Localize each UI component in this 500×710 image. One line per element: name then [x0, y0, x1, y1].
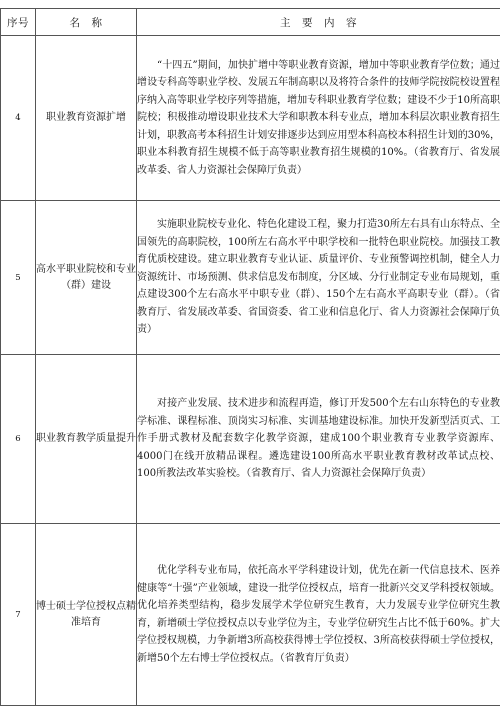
row-serial-number: 4: [1, 36, 36, 201]
row-content-text: “十四五”期间，加快扩增中等职业教育资源，增加中等职业教育学位数；通过增设专科高等职业学校、发展五年制高职以及将符合条件的技师学院按院校设置程序纳入高等职业学校序列等措施，增加专科职业教育学位数；建设不少于10所高职院校；积极推动增设职业技术大学和职教本科专业点，增加本科层次职业教育招生计划，职教高考本科招生计划安排逐步达到应用型本科高校本科招生计划的30%，职业本科教育招生规模不低于高等职业教育招生规模的10%。（省教育厅、省发展改革委、省人力资源社会保障厅负责）: [137, 59, 500, 176]
row-serial-number: 5: [1, 201, 36, 355]
table-header-row: [1, 9, 500, 36]
row-name: 博士硕士学位授权点精准培育: [36, 524, 137, 706]
header-serial-number: 序号: [1, 9, 36, 36]
row-content-cell: [137, 36, 500, 201]
table-row: [1, 201, 500, 355]
row-name: 职业教育资源扩增: [36, 36, 137, 201]
header-name: 名 称: [36, 9, 137, 36]
row-content-text: 对接产业发展、技术进步和流程再造，修订开发500个左右山东特色的专业教学标准、课程标准、顶岗实习标准、实训基地建设标准。加快开发新型活页式、工作手册式教材及配套数字化教学资源，建成100个职业教育专业教学资源库、4000门在线开放精品课程。遴选建设100所高水平职业教育教材改革试点校、100所教法改革实验校。（省教育厅、省人力资源社会保障厅负责）: [137, 398, 500, 480]
table-row: [1, 355, 500, 524]
row-serial-number: 7: [1, 524, 36, 706]
header-main-content: 主 要 内 容: [137, 9, 500, 36]
row-content-cell: [137, 524, 500, 706]
table-row: [1, 524, 500, 706]
row-content-cell: [137, 355, 500, 524]
row-name: 高水平职业院校和专业（群）建设: [36, 201, 137, 355]
row-name: 职业教育教学质量提升: [36, 355, 137, 524]
row-content-text: 优化学科专业布局，依托高水平学科建设计划，优先在新一代信息技术、医养健康等“十强”产业领域，建设一批学位授权点，培育一批新兴交叉学科授权领域。优化培养类型结构，稳步发展学术学位研究生教育，大力发展专业学位研究生教育，新增硕士学位授权点以专业学位为主，专业学位研究生占比不低于60%。扩大学位授权规模，力争新增3所高校获得博士学位授权、3所高校获得硕士学位授权，新增50个左右博士学位授权点。（省教育厅负责）: [137, 565, 500, 664]
task-table: [0, 8, 500, 706]
row-content-cell: [137, 201, 500, 355]
row-serial-number: 6: [1, 355, 36, 524]
row-content-text: 实施职业院校专业化、特色化建设工程，聚力打造30所左右具有山东特点、全国领先的高职院校，100所左右高水平中职学校和一批特色职业院校。加强技工教育优质校建设。建立职业教育专业认证、质量评价、专业预警调控机制，健全人力资源统计、市场预测、供求信息发布制度，分区域、分行业制定专业布局规划，重点建设300个左右高水平中职专业（群）、150个左右高水平高职专业（群）。（省教育厅、省发展改革委、省国资委、省工业和信息化厅、省人力资源社会保障厅负责）: [137, 219, 500, 336]
table-row: [1, 36, 500, 201]
